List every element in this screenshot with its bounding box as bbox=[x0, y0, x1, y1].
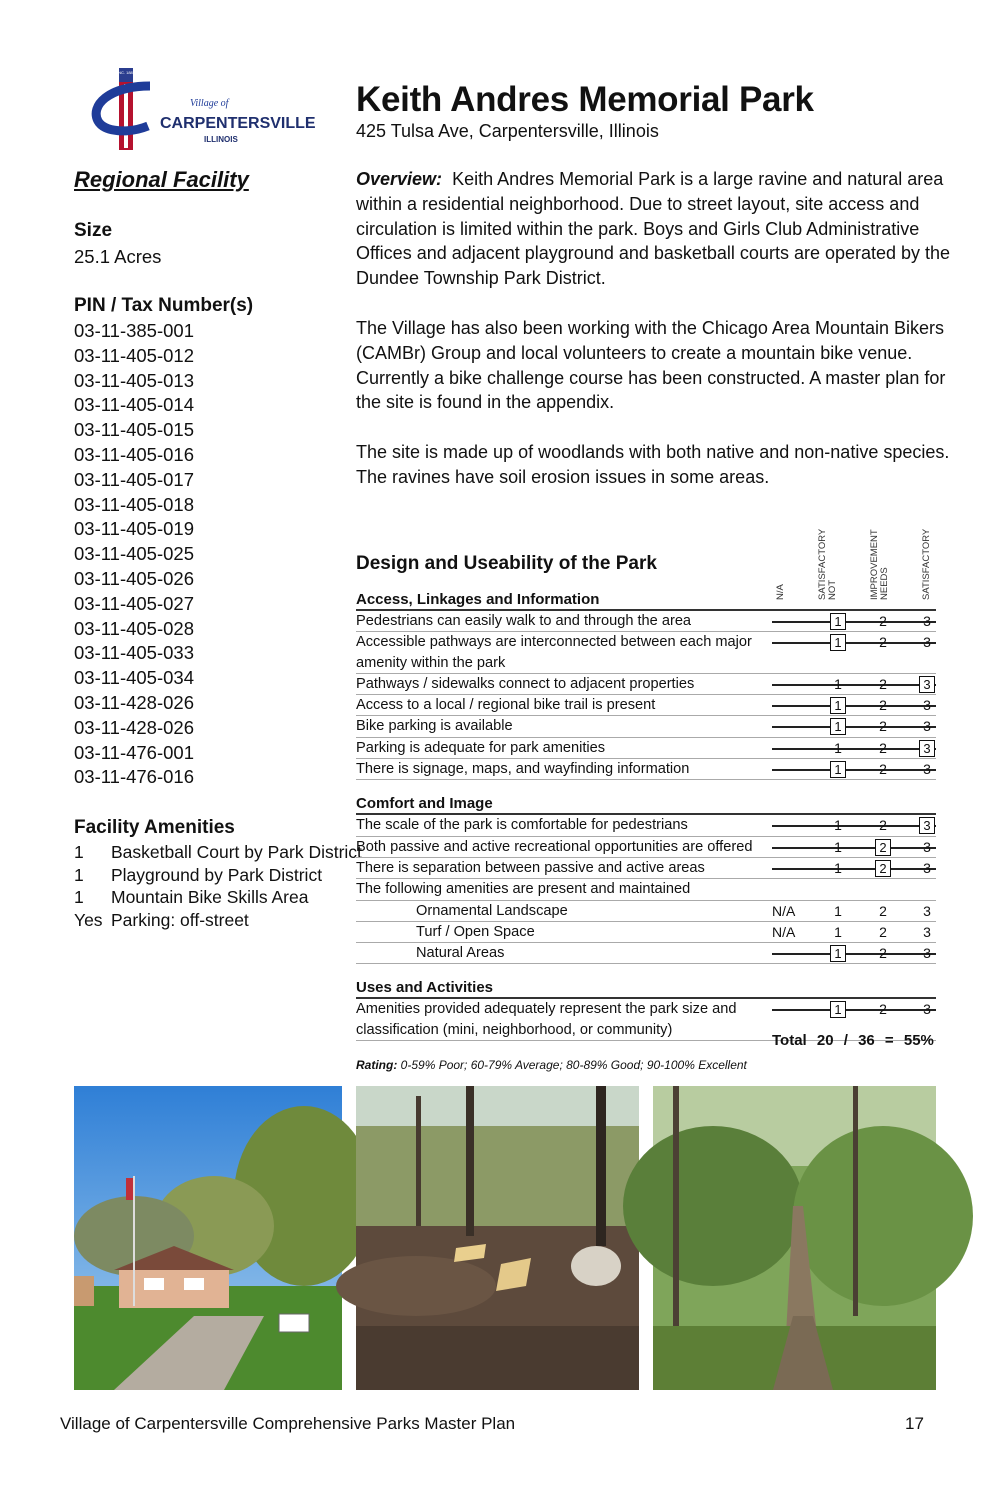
amenity-text: Basketball Court by Park District bbox=[111, 842, 362, 862]
overview-paragraph-1 bbox=[356, 167, 956, 291]
selected-score: 3 bbox=[919, 676, 935, 693]
rating-row bbox=[356, 837, 936, 858]
pin-item: 03-11-405-026 bbox=[74, 567, 194, 589]
pin-item: 03-11-405-018 bbox=[74, 493, 194, 515]
overview-text-1: Keith Andres Memorial Park is a large ravine and natural area within a residential neighborhood. Due to street layout, site access and circulation is limited within the park. Boys and Girls Club Administrative Offices and adjacent playground and basketball courts are operated by the Dundee Township Park District. bbox=[356, 169, 951, 289]
rating-scale bbox=[772, 611, 936, 631]
rating-scale bbox=[772, 759, 936, 779]
rating-scale bbox=[772, 815, 936, 835]
pin-item: 03-11-405-034 bbox=[74, 667, 194, 689]
rating-scale bbox=[772, 999, 936, 1019]
page-number: 17 bbox=[905, 1414, 924, 1433]
pin-item: 03-11-405-012 bbox=[74, 344, 194, 366]
rating-row-label: Accessible pathways are interconnected between each major amenity within the park bbox=[356, 634, 752, 671]
selected-score: 1 bbox=[830, 718, 846, 735]
column-header-line: IMPROVEMENT bbox=[869, 529, 880, 600]
score-option: 2 bbox=[879, 817, 887, 834]
score-option: 1 bbox=[834, 838, 842, 855]
score-option: 1 bbox=[834, 675, 842, 692]
rating-scale bbox=[772, 738, 936, 758]
rating-legend bbox=[356, 1058, 747, 1072]
overview-paragraph-3: The site is made up of woodlands with both native and non-native species. The ravines have soil erosion issues in some areas. bbox=[356, 442, 950, 487]
amenity-text: Parking: off-street bbox=[111, 909, 249, 930]
selected-score: 1 bbox=[830, 634, 846, 651]
score-option: 1 bbox=[834, 923, 842, 940]
column-header: N/A bbox=[775, 584, 786, 600]
column-header: SATISFACTORY bbox=[921, 528, 932, 600]
rating-row bbox=[356, 943, 936, 964]
amenities-list bbox=[74, 841, 362, 931]
selected-score: 2 bbox=[875, 839, 891, 856]
rating-row-label: Natural Areas bbox=[416, 945, 505, 962]
rating-row-label: Bike parking is available bbox=[356, 718, 513, 735]
rating-row bbox=[356, 759, 936, 780]
rating-row bbox=[356, 695, 936, 716]
selected-score: 2 bbox=[875, 860, 891, 877]
rating-scale bbox=[772, 674, 936, 694]
rating-text: 0-59% Poor; 60-79% Average; 80-89% Good; 90-100% Excellent bbox=[400, 1058, 747, 1072]
section-heading: Access, Linkages and Information bbox=[356, 590, 936, 611]
amenity-text: Playground by Park District bbox=[111, 864, 323, 885]
strike-line bbox=[772, 769, 936, 771]
score-option: 2 bbox=[879, 945, 887, 962]
score-option: 2 bbox=[879, 613, 887, 629]
footer-text: Village of Carpentersville Comprehensive Parks Master Plan bbox=[60, 1414, 516, 1433]
rating-row bbox=[356, 738, 936, 759]
overview-paragraph-2: The Village has also been working with the Chicago Area Mountain Bikers (CAMBr) Group and local volunteers to create a mountain bike venue. Currently a bike challenge course has been constructed. A master plan for the site is found in the appendix. bbox=[356, 318, 946, 413]
rating-row bbox=[356, 922, 936, 943]
score-option: 2 bbox=[879, 923, 887, 940]
score-option: 2 bbox=[879, 1001, 887, 1018]
rating-row bbox=[356, 815, 936, 836]
strike-line bbox=[772, 825, 936, 827]
pin-item: 03-11-405-027 bbox=[74, 592, 194, 614]
amenities-label: Facility Amenities bbox=[74, 817, 235, 838]
score-option: 2 bbox=[879, 718, 887, 735]
amenity-item bbox=[74, 864, 362, 887]
strike-line bbox=[772, 847, 936, 849]
score-option: 3 bbox=[923, 945, 931, 962]
amenity-item bbox=[74, 841, 362, 864]
design-heading: Design and Useability of the Park bbox=[356, 553, 657, 574]
rating-scale bbox=[772, 858, 936, 878]
classification-heading: Regional Facility bbox=[74, 167, 249, 192]
rating-row-label: The scale of the park is comfortable for pedestrians bbox=[356, 817, 688, 834]
rating-row bbox=[356, 674, 936, 695]
pin-item: 03-11-428-026 bbox=[74, 691, 194, 713]
rating-scale bbox=[772, 632, 936, 652]
rating-row-label: Amenities provided adequately represent the park size and classification (mini, neighborhood, or community) bbox=[356, 1001, 737, 1038]
building-with-flag-photo bbox=[74, 1086, 342, 1390]
rating-row-label: Pathways / sidewalks connect to adjacent properties bbox=[356, 675, 695, 692]
page-title: Keith Andres Memorial Park bbox=[356, 80, 814, 119]
selected-score: 1 bbox=[830, 761, 846, 778]
pin-item: 03-11-405-028 bbox=[74, 617, 194, 639]
rating-row-label: Both passive and active recreational opportunities are offered bbox=[356, 838, 753, 855]
pin-list bbox=[74, 319, 194, 790]
score-option: 2 bbox=[879, 761, 887, 778]
logo-village-of: Village of bbox=[190, 98, 229, 109]
rating-row-label: Parking is adequate for park amenities bbox=[356, 739, 606, 756]
pin-label: PIN / Tax Number(s) bbox=[74, 295, 254, 316]
strike-line bbox=[772, 705, 936, 707]
score-option: 1 bbox=[834, 739, 842, 756]
score-option: 3 bbox=[923, 902, 931, 919]
rating-row-label: Turf / Open Space bbox=[416, 923, 535, 940]
size-value: 25.1 Acres bbox=[74, 246, 162, 267]
logo-state: ILLINOIS bbox=[204, 135, 238, 144]
pin-item: 03-11-405-014 bbox=[74, 394, 194, 416]
section-heading: Comfort and Image bbox=[356, 794, 936, 815]
overview-label: Overview: bbox=[356, 169, 443, 189]
rating-label: Rating: bbox=[356, 1058, 398, 1072]
score-option: 3 bbox=[923, 761, 931, 778]
village-logo bbox=[88, 66, 316, 158]
score-option: 2 bbox=[879, 697, 887, 714]
selected-score: 1 bbox=[830, 697, 846, 714]
rating-scale bbox=[772, 922, 936, 942]
size-label: Size bbox=[74, 220, 113, 241]
score-na: N/A bbox=[772, 923, 796, 940]
column-header-line: SATISFACTORY bbox=[817, 528, 828, 600]
bike-ramps-photo bbox=[356, 1086, 639, 1390]
rating-row bbox=[356, 901, 936, 922]
rating-row bbox=[356, 858, 936, 879]
rating-row-label: Pedestrians can easily walk to and through the area bbox=[356, 613, 692, 629]
rating-scale bbox=[772, 695, 936, 715]
pin-item: 03-11-405-013 bbox=[74, 369, 194, 391]
score-option: 3 bbox=[923, 613, 931, 629]
strike-line bbox=[772, 1009, 936, 1011]
strike-line bbox=[772, 748, 936, 750]
total-score: Total 20 / 36 = 55% bbox=[772, 1032, 934, 1049]
selected-score: 1 bbox=[830, 613, 846, 630]
amenity-item bbox=[74, 909, 362, 932]
score-option: 2 bbox=[879, 634, 887, 651]
park-address: 425 Tulsa Ave, Carpentersville, Illinois bbox=[356, 121, 659, 141]
logo-name: CARPENTERSVILLE bbox=[160, 115, 316, 132]
strike-line bbox=[772, 642, 936, 644]
logo-incorporated: INC. 1887 bbox=[116, 70, 136, 75]
column-header-line: NOT bbox=[827, 579, 838, 600]
rating-scale bbox=[772, 716, 936, 736]
selected-score: 1 bbox=[830, 1001, 846, 1018]
rating-row-label: Ornamental Landscape bbox=[416, 902, 568, 919]
score-option: 3 bbox=[923, 718, 931, 735]
pin-item: 03-11-405-019 bbox=[74, 518, 194, 540]
selected-score: 3 bbox=[919, 740, 935, 757]
rating-scale bbox=[772, 943, 936, 963]
woodland-trail-photo bbox=[653, 1086, 936, 1390]
column-header-line: NEEDS bbox=[879, 567, 890, 600]
score-option: 3 bbox=[923, 634, 931, 651]
score-option: 3 bbox=[923, 1001, 931, 1018]
amenity-qty: 1 bbox=[74, 864, 84, 885]
rating-scale bbox=[772, 901, 936, 921]
score-option: 2 bbox=[879, 675, 887, 692]
strike-line bbox=[772, 868, 936, 870]
section-heading: Uses and Activities bbox=[356, 978, 936, 999]
strike-line bbox=[772, 684, 936, 686]
rating-scale bbox=[772, 879, 936, 899]
design-table bbox=[356, 590, 936, 1041]
strike-line bbox=[772, 726, 936, 728]
selected-score: 1 bbox=[830, 945, 846, 962]
score-option: 1 bbox=[834, 817, 842, 834]
rating-row-label: Access to a local / regional bike trail is present bbox=[356, 697, 656, 714]
amenity-text: Mountain Bike Skills Area bbox=[111, 887, 309, 908]
score-na: N/A bbox=[772, 902, 796, 919]
pin-item: 03-11-405-016 bbox=[74, 443, 194, 465]
rating-row bbox=[356, 632, 936, 674]
amenity-qty: 1 bbox=[74, 842, 84, 862]
pin-item: 03-11-428-026 bbox=[74, 716, 194, 738]
score-option: 1 bbox=[834, 859, 842, 876]
rating-row bbox=[356, 716, 936, 737]
rating-row bbox=[356, 611, 936, 632]
strike-line bbox=[772, 621, 936, 623]
amenity-qty: Yes bbox=[74, 909, 103, 930]
pin-item: 03-11-405-017 bbox=[74, 468, 194, 490]
rating-scale bbox=[772, 837, 936, 857]
amenity-item bbox=[74, 886, 362, 909]
score-option: 1 bbox=[834, 902, 842, 919]
score-option: 3 bbox=[923, 697, 931, 714]
rating-row-label: The following amenities are present and maintained bbox=[356, 881, 691, 898]
selected-score: 3 bbox=[919, 817, 935, 834]
pin-item: 03-11-405-015 bbox=[74, 419, 194, 441]
score-option: 3 bbox=[923, 859, 931, 876]
strike-line bbox=[772, 953, 936, 955]
score-option: 3 bbox=[923, 838, 931, 855]
pin-item: 03-11-476-016 bbox=[74, 766, 194, 788]
score-option: 2 bbox=[879, 739, 887, 756]
pin-item: 03-11-405-025 bbox=[74, 543, 194, 565]
rating-row-label: There is signage, maps, and wayfinding information bbox=[356, 761, 690, 778]
rating-row bbox=[356, 879, 936, 900]
amenity-qty: 1 bbox=[74, 887, 84, 908]
score-option: 3 bbox=[923, 923, 931, 940]
pin-item: 03-11-476-001 bbox=[74, 741, 194, 763]
pin-item: 03-11-405-033 bbox=[74, 642, 194, 664]
pin-item: 03-11-385-001 bbox=[74, 320, 194, 341]
rating-row-label: There is separation between passive and active areas bbox=[356, 859, 705, 876]
score-option: 2 bbox=[879, 902, 887, 919]
